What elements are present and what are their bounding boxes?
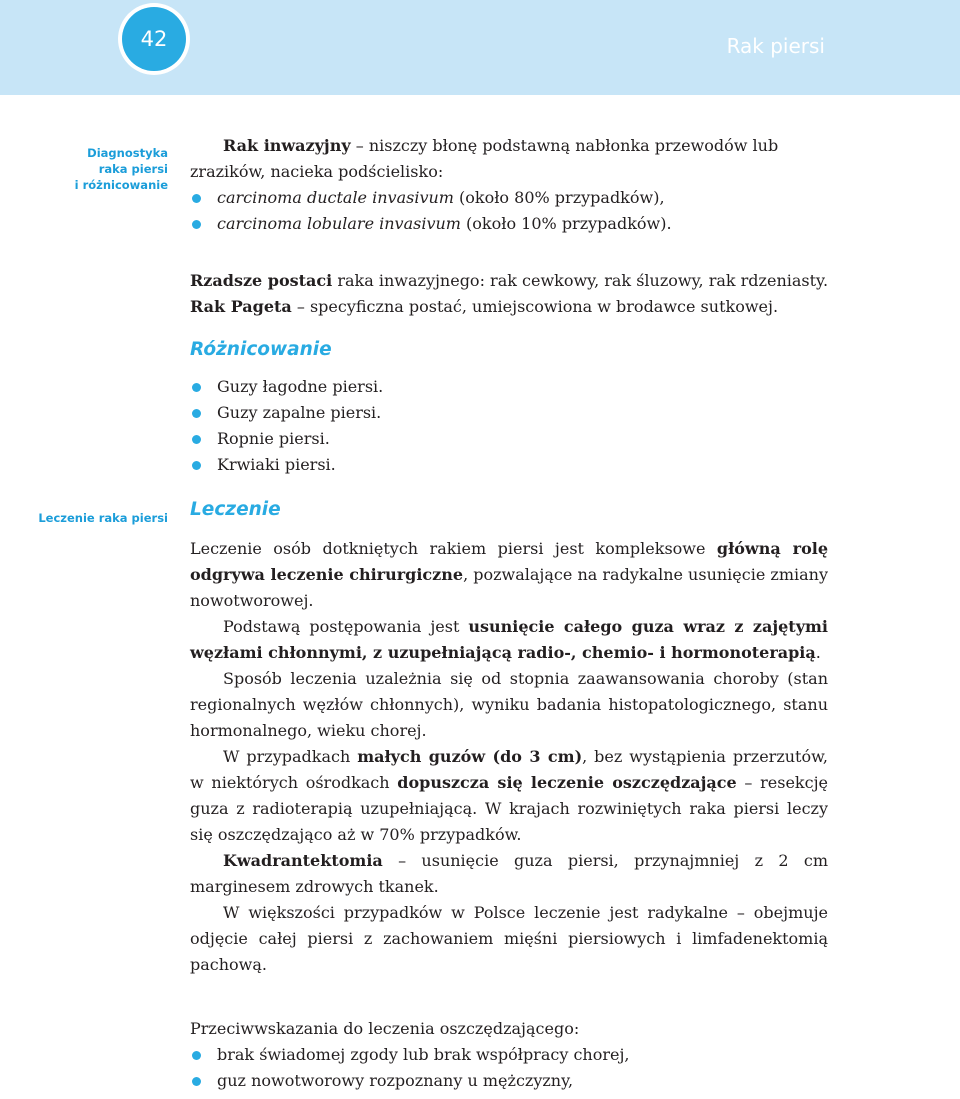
invasive-term: Rak inwazyjny xyxy=(223,136,351,155)
emphasis: główną rolę odgrywa leczenie chirurgiczne xyxy=(190,539,828,584)
invasive-line-1 xyxy=(223,133,833,159)
paget-text: – specyficzna postać, umiejscowiona w brodawce sutkowej. xyxy=(291,297,779,316)
rare-forms xyxy=(190,268,828,320)
emphasis: usunięcie całego guza wraz z zajętymi węzłami chłonnymi, z uzupełniającą radio-, chemio- i hormonoterapią xyxy=(190,617,828,662)
text-run: , pozwalające na radykalne usunięcie zmiany nowotworowej. xyxy=(190,565,828,610)
margin-note-line: Diagnostyka xyxy=(87,146,168,160)
list-item: guz nowotworowy rozpoznany u mężczyzny, xyxy=(190,1068,828,1094)
treatment-body xyxy=(190,536,828,978)
list-item: brak świadomej zgody lub brak współpracy chorej, xyxy=(190,1042,828,1068)
text-run: – resekcję guza z radioterapią uzupełniającą. W krajach rozwiniętych raka piersi leczy się oszczędzająco aż w 70% przypadków. xyxy=(190,773,829,844)
emphasis: małych guzów (do 3 cm) xyxy=(357,747,583,766)
treatment-paragraph xyxy=(190,848,828,900)
treatment-paragraph: W większości przypadków w Polsce leczenie jest radykalne – obejmuje odjęcie całej piersi z zachowaniem mięśni piersiowych i limfadenektomią pachową. xyxy=(190,903,828,974)
paget-line xyxy=(190,294,828,320)
text-run: – usunięcie guza piersi, przynajmniej z 2 cm marginesem zdrowych tkanek. xyxy=(190,851,828,896)
contraindications-intro: Przeciwwskazania do leczenia oszczędzającego: xyxy=(190,1019,580,1038)
running-title: Rak piersi xyxy=(726,34,825,58)
type-name: carcinoma ductale invasivum xyxy=(217,188,454,207)
differentiation-list xyxy=(190,374,828,478)
text-run: W przypadkach xyxy=(223,747,358,766)
list-item: Krwiaki piersi. xyxy=(190,452,828,478)
list-item: Guzy zapalne piersi. xyxy=(190,400,828,426)
rare-term: Rzadsze postaci xyxy=(190,271,333,290)
invasive-lead xyxy=(223,133,833,159)
invasive-line-2: zrazików, nacieka podścielisko: xyxy=(190,162,444,181)
treatment-paragraph xyxy=(190,744,828,848)
margin-note-diagnostics xyxy=(75,145,168,193)
margin-note-line: i różnicowanie xyxy=(74,178,168,192)
type-name: carcinoma lobulare invasivum xyxy=(217,214,461,233)
section-heading-differentiation: Różnicowanie xyxy=(190,339,332,360)
page-number: 42 xyxy=(122,7,186,71)
text-run: , bez wystąpienia przerzutów, w niektórych ośrodkach xyxy=(190,747,829,792)
list-item: Ropnie piersi. xyxy=(190,426,828,452)
emphasis: Kwadrantektomia xyxy=(223,851,383,870)
list-item xyxy=(190,211,828,237)
treatment-paragraph: Sposób leczenia uzależnia się od stopnia zaawansowania choroby (stan regionalnych węzłów chłonnych), wyniku badania histopatologicznego, stanu hormonalnego, wieku chorej. xyxy=(190,669,828,740)
paget-term: Rak Pageta xyxy=(190,297,292,316)
rare-forms-line xyxy=(190,268,828,294)
type-share: (około 80% przypadków), xyxy=(453,188,665,207)
text-run: Podstawą postępowania jest xyxy=(223,617,469,636)
margin-note-treatment: Leczenie raka piersi xyxy=(38,511,168,525)
invasive-definition: – niszczy błonę podstawną nabłonka przewodów lub xyxy=(350,136,779,155)
treatment-paragraph xyxy=(190,536,828,614)
list-item: Guzy łagodne piersi. xyxy=(190,374,828,400)
type-share: (około 10% przypadków). xyxy=(460,214,672,233)
text-run: Leczenie osób dotkniętych rakiem piersi jest kompleksowe xyxy=(190,539,717,558)
rare-text: raka inwazyjnego: rak cewkowy, rak śluzowy, rak rdzeniasty. xyxy=(332,271,829,290)
section-heading-treatment: Leczenie xyxy=(190,499,281,520)
invasive-continuation xyxy=(190,159,828,237)
emphasis: dopuszcza się leczenie oszczędzające xyxy=(397,773,737,792)
contraindications xyxy=(190,1016,828,1094)
text-run: . xyxy=(815,643,821,662)
treatment-paragraph xyxy=(190,614,828,666)
margin-note-line: raka piersi xyxy=(98,162,168,176)
list-item xyxy=(190,185,828,211)
